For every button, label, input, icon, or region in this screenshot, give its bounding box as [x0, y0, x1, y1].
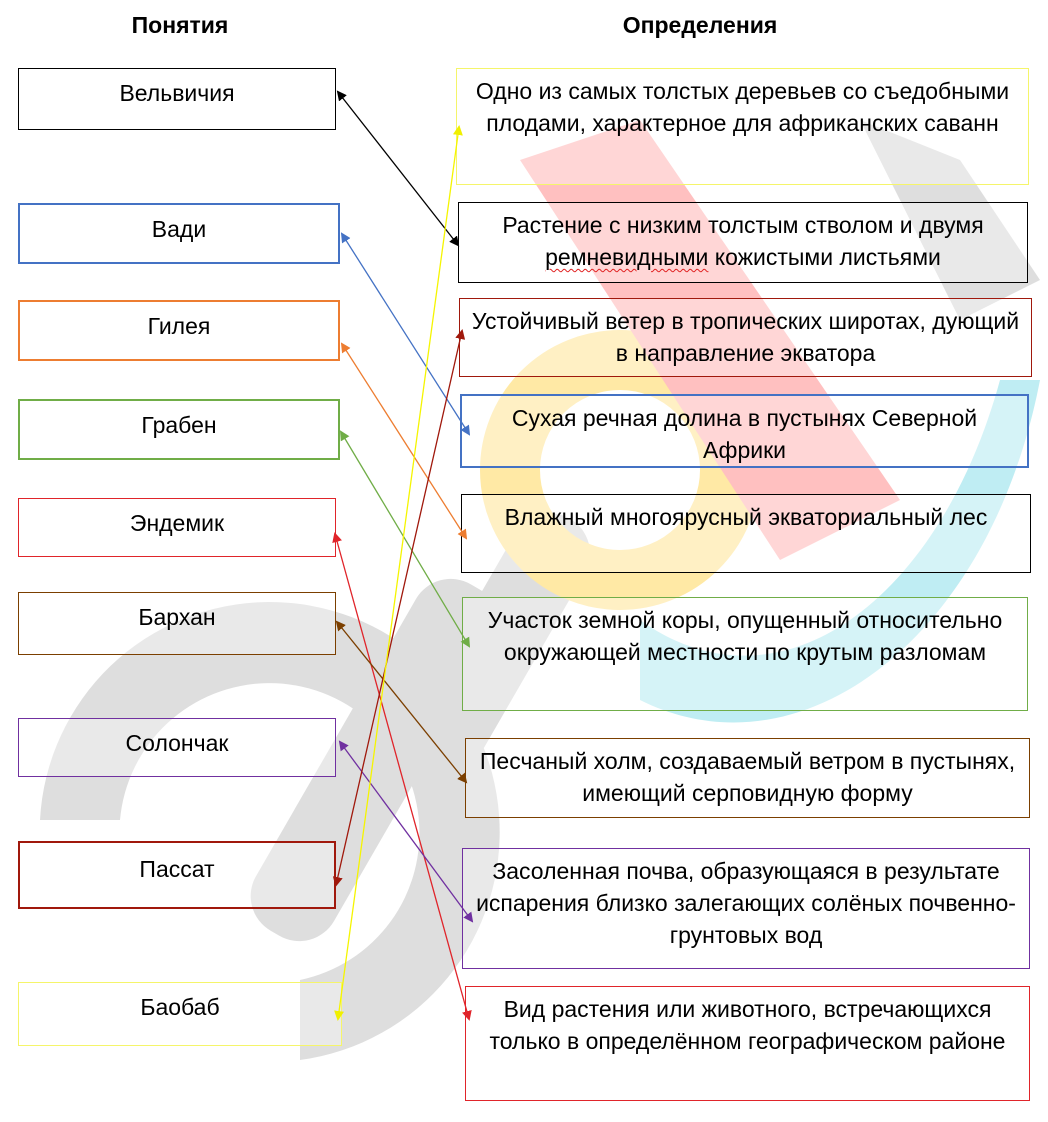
term-trade-wind: Пассат — [18, 841, 336, 909]
definition-wadi: Сухая речная долина в пустынях Северной Африки — [460, 394, 1029, 468]
term-hylaea: Гилея — [18, 300, 340, 361]
definition-hylaea: Влажный многоярусный экваториальный лес — [461, 494, 1031, 573]
term-barchan: Бархан — [18, 592, 336, 655]
definition-barchan: Песчаный холм, создаваемый ветром в пустынях, имеющий серповидную форму — [465, 738, 1030, 818]
definition-baobab: Одно из самых толстых деревьев со съедобными плодами, характерное для африканских саванн — [456, 68, 1029, 185]
term-welwitschia: Вельвичия — [18, 68, 336, 130]
definition-welwitschia: Растение с низким толстым стволом и двумя ремневидными кожистыми листьями — [458, 202, 1028, 283]
term-wadi: Вади — [18, 203, 340, 264]
definition-graben: Участок земной коры, опущенный относительно окружающей местности по крутым разломам — [462, 597, 1028, 711]
spellcheck-underline: ремневидными — [545, 244, 709, 270]
term-endemic: Эндемик — [18, 498, 336, 557]
term-baobab: Баобаб — [18, 982, 342, 1046]
definition-trade-wind: Устойчивый ветер в тропических широтах, дующий в направление экватора — [459, 298, 1032, 377]
header-definitions: Определения — [622, 12, 778, 38]
header-concepts: Понятия — [131, 12, 229, 38]
term-solonchak: Солончак — [18, 718, 336, 777]
definition-solonchak: Засоленная почва, образующаяся в результате испарения близко залегающих солёных почвенно-грунтовых вод — [462, 848, 1030, 969]
term-graben: Грабен — [18, 399, 340, 460]
definition-endemic: Вид растения или животного, встречающихся только в определённом географическом районе — [465, 986, 1030, 1101]
